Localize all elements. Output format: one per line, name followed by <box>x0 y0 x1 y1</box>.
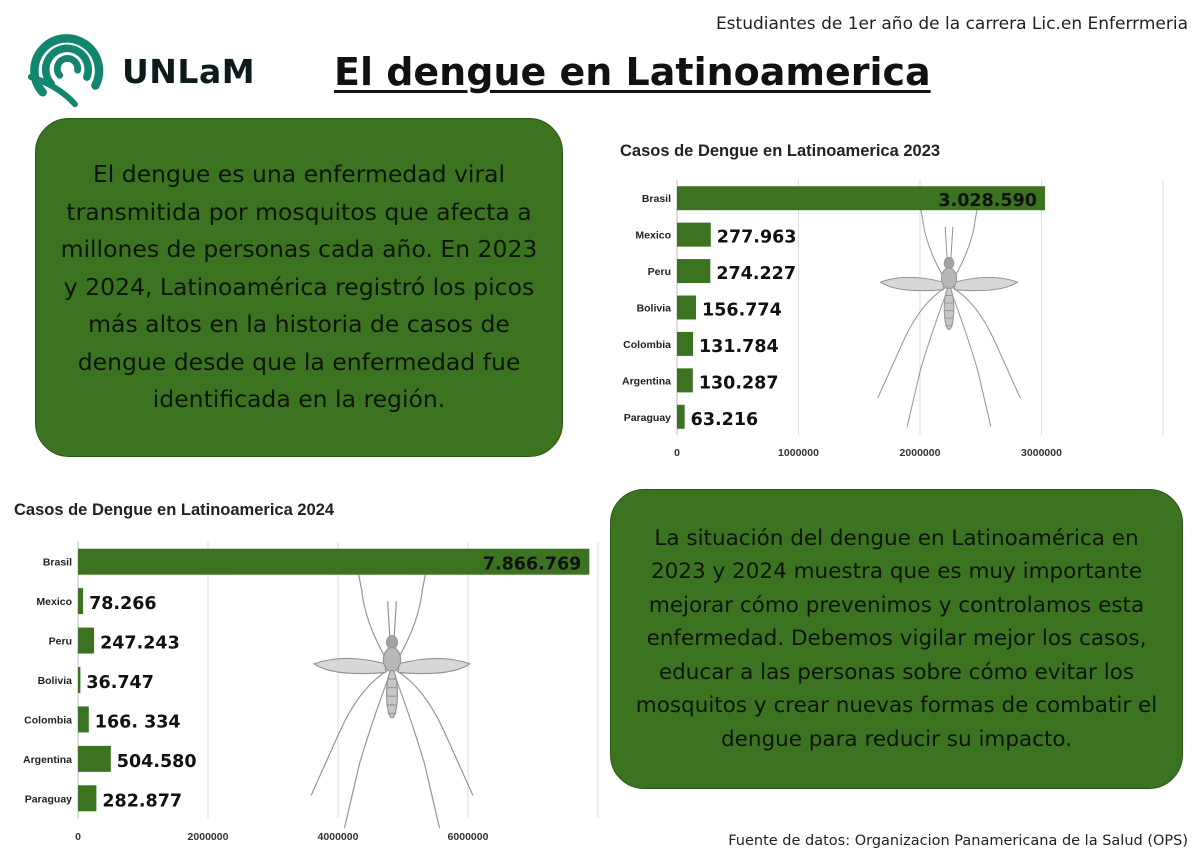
data-label: 63.216 <box>690 409 759 430</box>
bar <box>677 332 693 356</box>
data-label: 7.866.769 <box>482 554 582 575</box>
category-label: Bolivia <box>636 302 671 315</box>
data-label: 131.784 <box>699 336 779 357</box>
data-label: 504.580 <box>116 751 197 772</box>
bar <box>677 405 685 429</box>
chart-title: Casos de Dengue en Latinoamerica 2024 <box>14 501 335 519</box>
bar <box>677 259 710 283</box>
conclusion-box <box>610 489 1183 789</box>
tick-label: 0 <box>674 447 680 459</box>
tick-label: 6000000 <box>447 831 489 843</box>
credit-text: Estudiantes de 1er año de la carrera Lic.en Enferrmeria <box>715 14 1188 34</box>
category-label: Peru <box>647 266 671 279</box>
tick-label: 4000000 <box>317 831 359 843</box>
data-label: 36.747 <box>86 673 154 693</box>
data-label: 78.266 <box>89 594 157 615</box>
mosquito-icon <box>878 189 1021 427</box>
category-label: Colombia <box>24 714 72 727</box>
category-label: Argentina <box>621 375 671 388</box>
category-label: Peru <box>48 635 72 648</box>
intro-text: El dengue es una enfermedad viral transmitida por mosquitos que afecta a millones de personas cada año. En 2023 y 2024, Latinoamérica registró los picos más altos en la historia de casos de dengue desde que la enfermedad fue identificada en la región. <box>60 160 538 414</box>
bar <box>78 746 111 772</box>
category-label: Mexico <box>36 596 72 609</box>
chart-2024 <box>8 494 608 850</box>
chart-title: Casos de Dengue en Latinoamerica 2023 <box>620 142 941 160</box>
data-label: 156.774 <box>702 300 782 321</box>
category-label: Brasil <box>42 556 72 569</box>
bar <box>677 296 696 320</box>
bar <box>677 223 711 247</box>
unlam-logo-icon <box>24 26 109 111</box>
bar <box>677 368 693 392</box>
conclusion-text: La situación del dengue en Latinoamérica en 2023 y 2024 muestra que es muy importante mejorar cómo prevenimos y controlamos esta enfermedad. Debemos vigilar mejor los casos, educar a las personas sobre cómo evitar los mosquitos y crear nuevas formas de combatir el dengue para reducir su impacto. <box>635 525 1158 752</box>
category-label: Paraguay <box>24 793 72 806</box>
chart-2024-svg <box>8 494 608 850</box>
bar <box>78 628 94 654</box>
bar <box>78 785 96 811</box>
logo-text: UNLaM <box>122 52 256 91</box>
mosquito-icon <box>311 558 473 828</box>
data-label: 277.963 <box>716 227 797 248</box>
tick-label: 1000000 <box>778 447 819 459</box>
tick-label: 2000000 <box>899 447 941 459</box>
data-label: 274.227 <box>716 264 797 285</box>
page-title: El dengue en Latinoamerica <box>334 50 931 94</box>
tick-label: 2000000 <box>187 831 229 843</box>
category-label: Argentina <box>22 753 72 766</box>
category-label: Bolivia <box>37 675 72 687</box>
category-label: Brasil <box>641 193 671 206</box>
bar <box>78 706 89 732</box>
tick-label: 3000000 <box>1021 447 1062 459</box>
chart-2023 <box>605 136 1195 466</box>
bar <box>78 667 80 693</box>
tick-label: 0 <box>75 831 81 843</box>
category-label: Colombia <box>623 338 671 351</box>
category-label: Mexico <box>635 229 671 242</box>
category-label: Paraguay <box>623 411 671 424</box>
data-label: 166. 334 <box>94 712 181 733</box>
bar <box>78 588 83 614</box>
chart-2023-svg <box>605 136 1195 466</box>
data-label: 282.877 <box>102 791 183 812</box>
data-label: 130.287 <box>698 373 779 394</box>
data-label: 247.243 <box>100 633 180 654</box>
data-label: 3.028.590 <box>938 191 1037 212</box>
intro-box <box>35 118 563 457</box>
source-text: Fuente de datos: Organizacion Panamericana de la Salud (OPS) <box>728 833 1188 849</box>
